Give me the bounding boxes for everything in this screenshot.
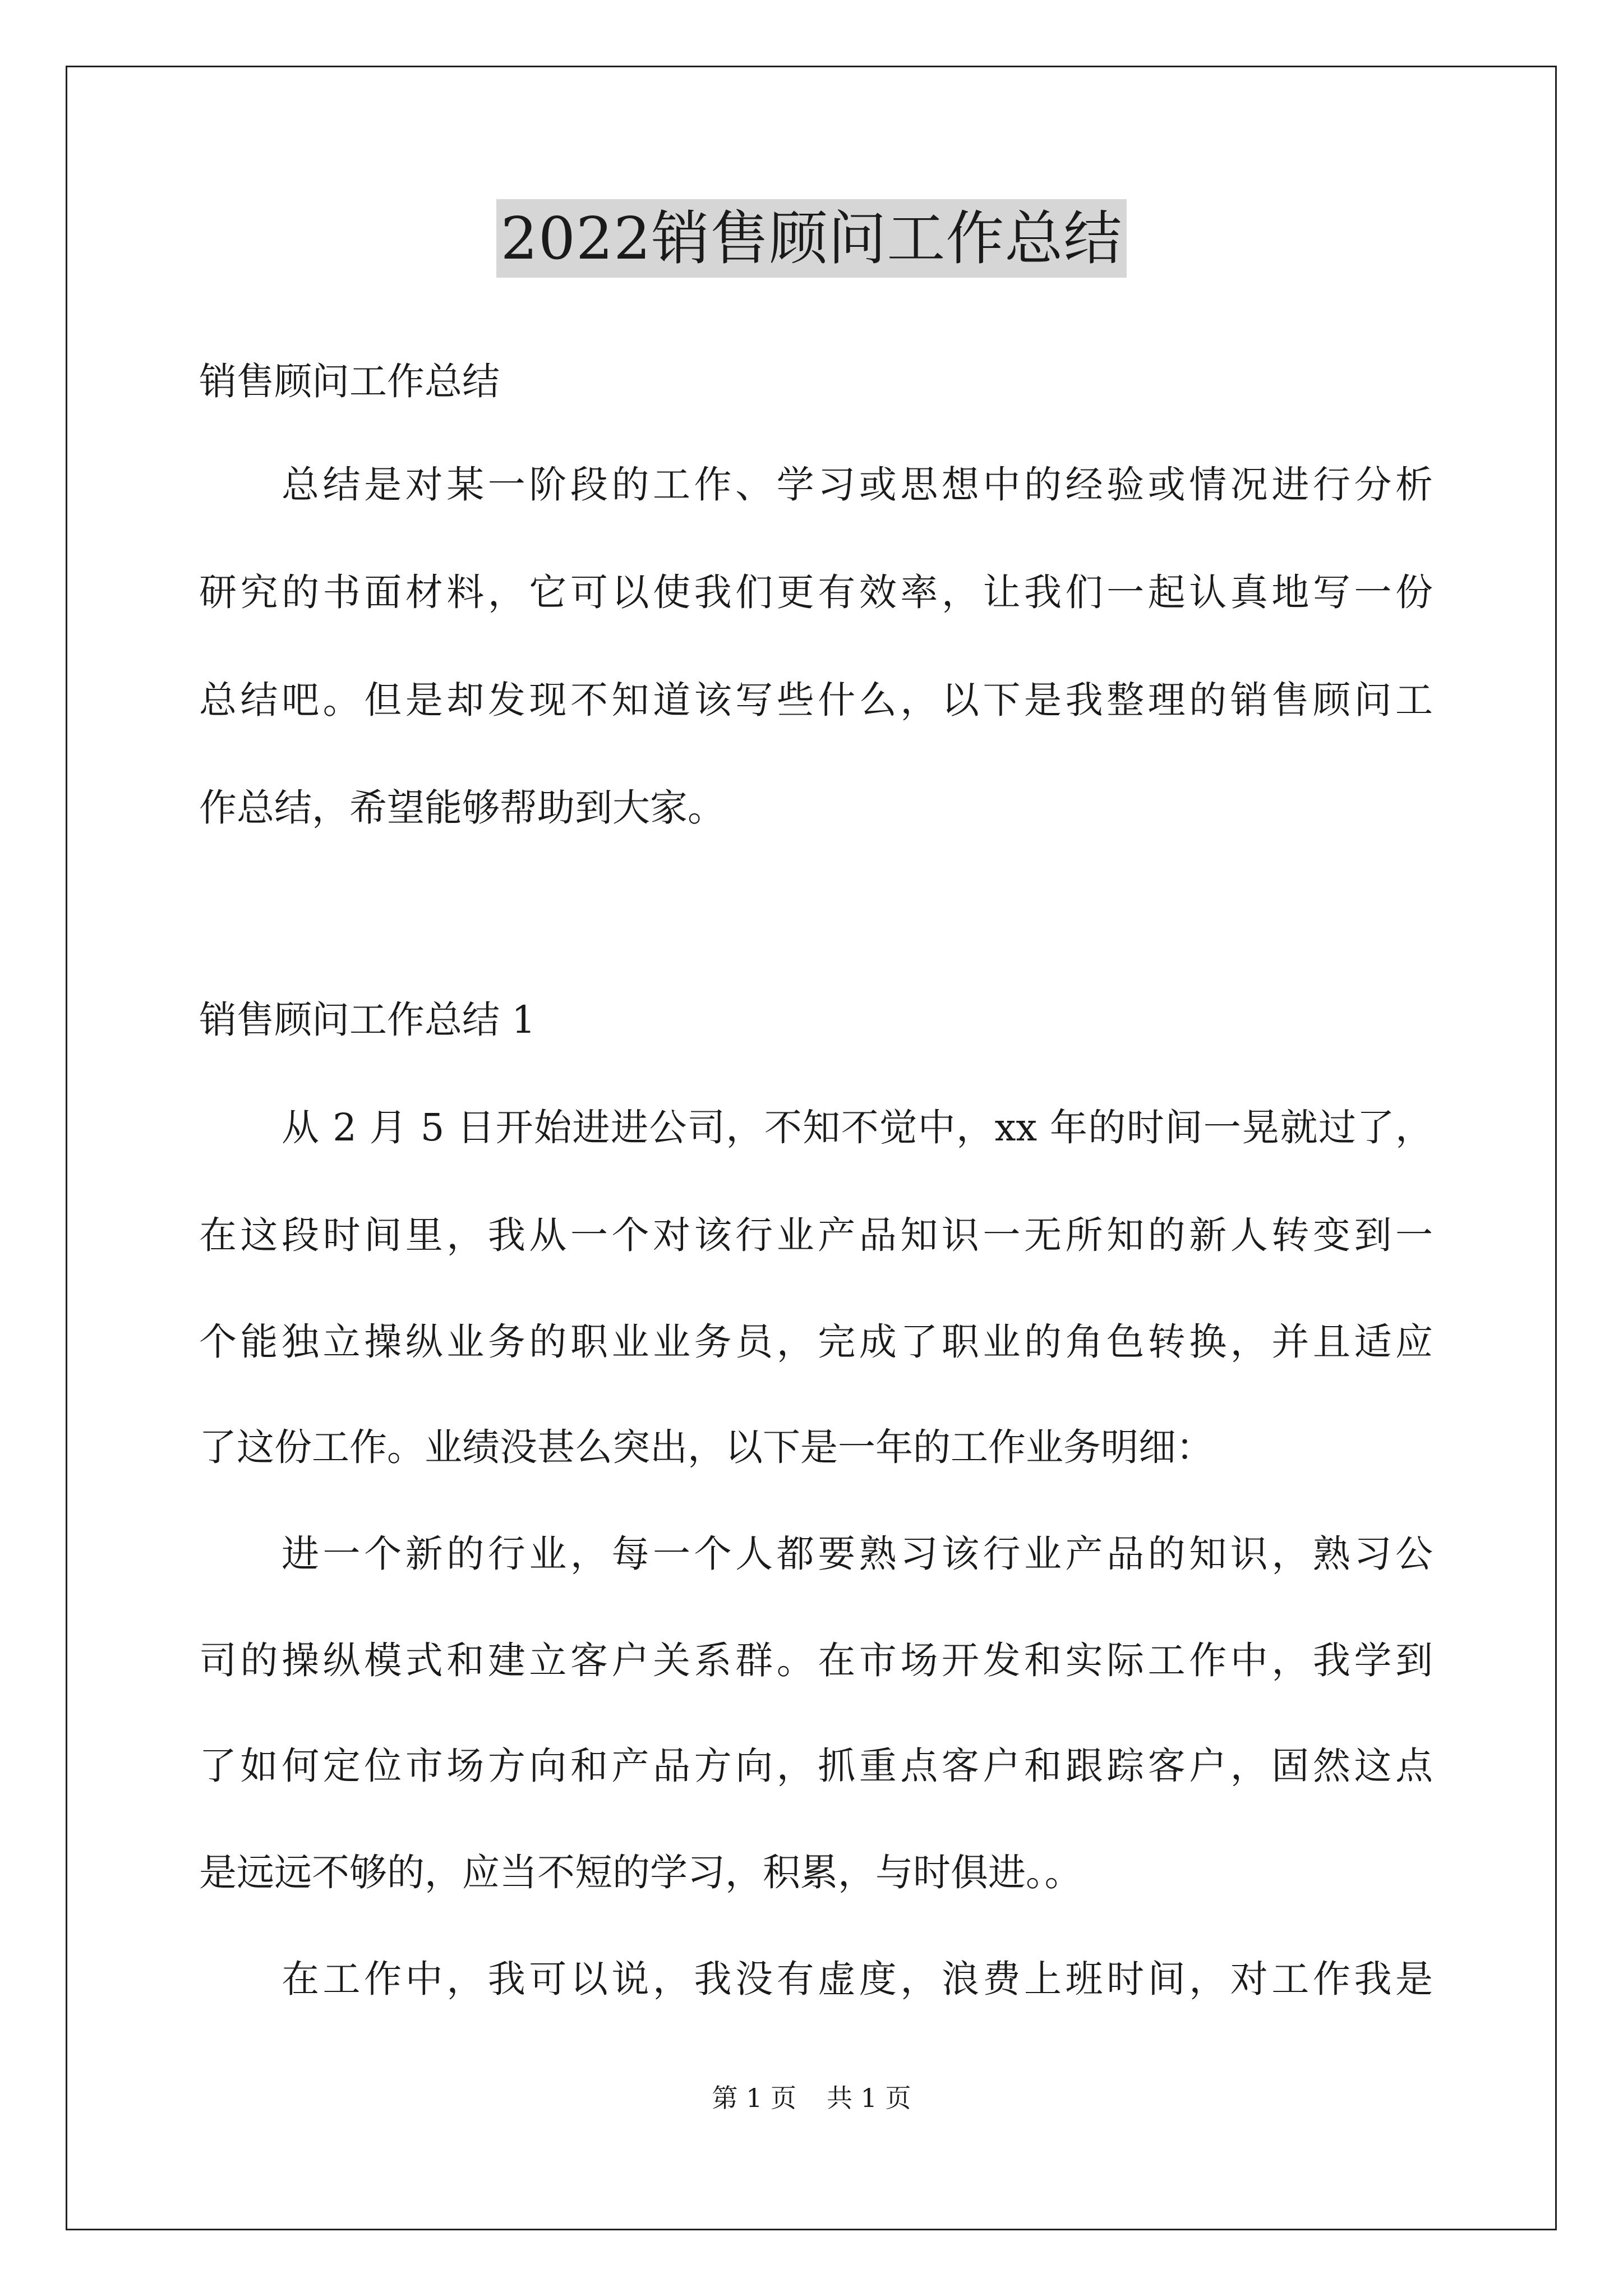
- title-block: [0, 199, 1623, 278]
- document-subtitle: 销售顾问工作总结: [199, 360, 500, 403]
- paragraph-line: 从 2 月 5 日开始进进公司，不知不觉中，xx 年的时间一晃就过了，: [282, 1106, 1433, 1149]
- paragraph-line: 是远远不够的，应当不短的学习，积累，与时俱进。。: [199, 1851, 1082, 1894]
- paragraph-line: 进一个新的行业，每一个人都要熟习该行业产品的知识，熟习公: [282, 1532, 1433, 1576]
- page-number: 第 1 页: [712, 2083, 796, 2113]
- paragraph-line: 了如何定位市场方向和产品方向，抓重点客户和跟踪客户，固然这点: [199, 1744, 1433, 1788]
- paragraph-line: 了这份工作。业绩没甚么突出，以下是一年的工作业务明细：: [199, 1425, 1214, 1469]
- paragraph-line: 在这段时间里，我从一个对该行业产品知识一无所知的新人转变到一: [199, 1213, 1433, 1257]
- paragraph-line: 个能独立操纵业务的职业业务员，完成了职业的角色转换，并且适应: [199, 1320, 1433, 1364]
- paragraph-line: 司的操纵模式和建立客户关系群。在市场开发和实际工作中，我学到: [199, 1639, 1433, 1682]
- page-footer: [0, 2081, 1623, 2115]
- document-title: 2022销售顾问工作总结: [496, 199, 1127, 278]
- intro-line: 总结吧。但是却发现不知道该写些什么，以下是我整理的销售顾问工: [199, 678, 1433, 722]
- page-total: 共 1 页: [827, 2083, 911, 2113]
- intro-line: 研究的书面材料，它可以使我们更有效率，让我们一起认真地写一份: [199, 570, 1433, 614]
- section-heading: 销售顾问工作总结 1: [199, 998, 536, 1042]
- intro-line: 作总结，希望能够帮助到大家。: [199, 786, 725, 830]
- paragraph-line: 在工作中，我可以说，我没有虚度，浪费上班时间，对工作我是: [282, 1957, 1433, 2001]
- intro-line: 总结是对某一阶段的工作、学习或思想中的经验或情况进行分析: [282, 463, 1433, 507]
